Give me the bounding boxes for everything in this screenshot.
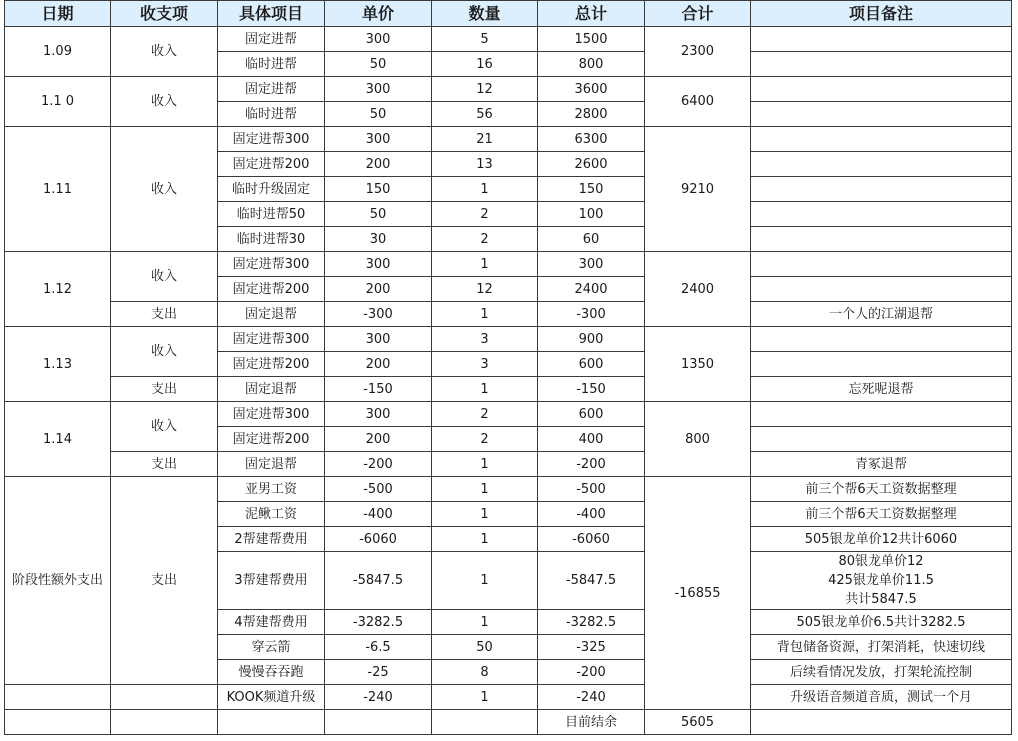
total-cell[interactable]: -325 bbox=[538, 635, 645, 660]
sum-cell[interactable]: 1350 bbox=[645, 327, 751, 402]
note-cell[interactable]: 一个人的江湖退帮 bbox=[751, 302, 1012, 327]
header-sum[interactable]: 合计 bbox=[645, 1, 751, 27]
header-note[interactable]: 项目备注 bbox=[751, 1, 1012, 27]
table-row bbox=[5, 685, 1012, 710]
item-cell[interactable]: 固定进帮200 bbox=[218, 277, 325, 302]
qty-cell[interactable]: 12 bbox=[432, 277, 538, 302]
total-cell[interactable]: -3282.5 bbox=[538, 610, 645, 635]
note-cell[interactable] bbox=[751, 27, 1012, 52]
note-cell[interactable]: 前三个帮6天工资数据整理 bbox=[751, 502, 1012, 527]
item-cell[interactable]: 固定进帮300 bbox=[218, 402, 325, 427]
sum-cell[interactable]: 2400 bbox=[645, 252, 751, 327]
qty-cell[interactable]: 1 bbox=[432, 685, 538, 710]
note-cell[interactable] bbox=[751, 427, 1012, 452]
item-cell[interactable]: 临时进帮30 bbox=[218, 227, 325, 252]
sum-cell[interactable]: -16855 bbox=[645, 477, 751, 710]
price-cell[interactable]: 300 bbox=[325, 327, 432, 352]
qty-cell[interactable]: 2 bbox=[432, 402, 538, 427]
qty-cell[interactable]: 13 bbox=[432, 152, 538, 177]
qty-cell[interactable]: 2 bbox=[432, 227, 538, 252]
item-cell[interactable]: 固定进帮 bbox=[218, 27, 325, 52]
total-cell[interactable]: 300 bbox=[538, 252, 645, 277]
note-cell[interactable] bbox=[751, 102, 1012, 127]
ledger-table bbox=[4, 0, 1012, 735]
date-cell[interactable]: 阶段性额外支出 bbox=[5, 477, 111, 685]
header-item[interactable]: 具体项目 bbox=[218, 1, 325, 27]
price-cell[interactable]: -6.5 bbox=[325, 635, 432, 660]
item-cell[interactable]: 固定退帮 bbox=[218, 452, 325, 477]
type-cell[interactable]: 支出 bbox=[111, 377, 218, 402]
item-cell[interactable] bbox=[218, 710, 325, 735]
note-cell[interactable] bbox=[751, 177, 1012, 202]
date-cell[interactable]: 1.13 bbox=[5, 327, 111, 402]
total-cell[interactable]: -300 bbox=[538, 302, 645, 327]
item-cell[interactable]: 临时进帮50 bbox=[218, 202, 325, 227]
note-cell[interactable]: 后续看情况发放，打架轮流控制 bbox=[751, 660, 1012, 685]
header-row bbox=[5, 1, 1012, 27]
note-cell[interactable] bbox=[751, 710, 1012, 735]
price-cell[interactable]: 50 bbox=[325, 202, 432, 227]
item-cell[interactable]: 固定进帮200 bbox=[218, 427, 325, 452]
table-row bbox=[5, 477, 1012, 502]
price-cell[interactable]: -150 bbox=[325, 377, 432, 402]
item-cell[interactable]: 固定退帮 bbox=[218, 302, 325, 327]
item-cell[interactable]: 穿云箭 bbox=[218, 635, 325, 660]
item-cell[interactable]: 4帮建帮费用 bbox=[218, 610, 325, 635]
total-cell[interactable]: -150 bbox=[538, 377, 645, 402]
note-line: 共计5847.5 bbox=[845, 592, 917, 607]
header-type[interactable]: 收支项 bbox=[111, 1, 218, 27]
date-cell[interactable]: 1.12 bbox=[5, 252, 111, 327]
total-cell[interactable]: 900 bbox=[538, 327, 645, 352]
qty-cell[interactable]: 2 bbox=[432, 202, 538, 227]
price-cell[interactable]: 300 bbox=[325, 77, 432, 102]
total-cell[interactable]: 600 bbox=[538, 352, 645, 377]
header-date[interactable]: 日期 bbox=[5, 1, 111, 27]
date-cell[interactable] bbox=[5, 710, 111, 735]
price-cell[interactable]: -400 bbox=[325, 502, 432, 527]
total-cell[interactable]: -5847.5 bbox=[538, 552, 645, 610]
type-cell[interactable]: 支出 bbox=[111, 477, 218, 685]
price-cell[interactable]: 200 bbox=[325, 352, 432, 377]
qty-cell[interactable]: 12 bbox=[432, 77, 538, 102]
qty-cell[interactable]: 5 bbox=[432, 27, 538, 52]
qty-cell[interactable]: 3 bbox=[432, 327, 538, 352]
total-cell[interactable]: -200 bbox=[538, 452, 645, 477]
total-cell[interactable]: -6060 bbox=[538, 527, 645, 552]
qty-cell[interactable]: 2 bbox=[432, 427, 538, 452]
total-cell[interactable]: 2400 bbox=[538, 277, 645, 302]
qty-cell[interactable]: 50 bbox=[432, 635, 538, 660]
balance-label[interactable]: 目前结余 bbox=[538, 710, 645, 735]
item-cell[interactable]: 固定退帮 bbox=[218, 377, 325, 402]
type-cell[interactable]: 收入 bbox=[111, 27, 218, 77]
note-cell[interactable] bbox=[751, 327, 1012, 352]
qty-cell[interactable]: 1 bbox=[432, 252, 538, 277]
type-cell[interactable] bbox=[111, 710, 218, 735]
price-cell[interactable]: -25 bbox=[325, 660, 432, 685]
price-cell[interactable]: -300 bbox=[325, 302, 432, 327]
qty-cell[interactable]: 1 bbox=[432, 477, 538, 502]
total-cell[interactable]: -500 bbox=[538, 477, 645, 502]
table-row bbox=[5, 127, 1012, 152]
note-cell[interactable] bbox=[751, 202, 1012, 227]
price-cell[interactable]: 200 bbox=[325, 277, 432, 302]
table-row bbox=[5, 327, 1012, 352]
qty-cell[interactable]: 8 bbox=[432, 660, 538, 685]
sum-cell[interactable]: 2300 bbox=[645, 27, 751, 77]
balance-row bbox=[5, 710, 1012, 735]
item-cell[interactable]: 2帮建帮费用 bbox=[218, 527, 325, 552]
note-cell[interactable]: 505银龙单价6.5共计3282.5 bbox=[751, 610, 1012, 635]
total-cell[interactable]: 3600 bbox=[538, 77, 645, 102]
sum-cell[interactable]: 800 bbox=[645, 402, 751, 477]
item-cell[interactable]: 固定进帮300 bbox=[218, 252, 325, 277]
type-cell[interactable]: 收入 bbox=[111, 127, 218, 252]
price-cell[interactable]: 30 bbox=[325, 227, 432, 252]
price-cell[interactable]: -3282.5 bbox=[325, 610, 432, 635]
note-cell[interactable] bbox=[751, 52, 1012, 77]
table-row bbox=[5, 302, 1012, 327]
qty-cell[interactable]: 1 bbox=[432, 302, 538, 327]
date-cell[interactable]: 1.09 bbox=[5, 27, 111, 77]
type-cell[interactable]: 收入 bbox=[111, 327, 218, 377]
item-cell[interactable]: 固定进帮200 bbox=[218, 352, 325, 377]
table-row bbox=[5, 377, 1012, 402]
table-row bbox=[5, 252, 1012, 277]
qty-cell[interactable]: 1 bbox=[432, 502, 538, 527]
price-cell[interactable]: 300 bbox=[325, 127, 432, 152]
date-cell[interactable]: 1.1 0 bbox=[5, 77, 111, 127]
item-cell[interactable]: 亚男工资 bbox=[218, 477, 325, 502]
item-cell[interactable]: KOOK频道升级 bbox=[218, 685, 325, 710]
date-cell[interactable]: 1.14 bbox=[5, 402, 111, 477]
qty-cell[interactable] bbox=[432, 710, 538, 735]
type-cell[interactable]: 收入 bbox=[111, 252, 218, 302]
type-cell[interactable] bbox=[111, 685, 218, 710]
total-cell[interactable]: 2600 bbox=[538, 152, 645, 177]
date-cell[interactable] bbox=[5, 685, 111, 710]
price-cell[interactable]: 300 bbox=[325, 27, 432, 52]
item-cell[interactable]: 固定进帮300 bbox=[218, 127, 325, 152]
note-cell[interactable]: 背包储备资源，打架消耗，快速切线 bbox=[751, 635, 1012, 660]
item-cell[interactable]: 临时升级固定 bbox=[218, 177, 325, 202]
price-cell[interactable]: -500 bbox=[325, 477, 432, 502]
note-cell[interactable]: 505银龙单价12共计6060 bbox=[751, 527, 1012, 552]
total-cell[interactable]: 2800 bbox=[538, 102, 645, 127]
total-cell[interactable]: -240 bbox=[538, 685, 645, 710]
qty-cell[interactable]: 1 bbox=[432, 552, 538, 610]
item-cell[interactable]: 临时进帮 bbox=[218, 52, 325, 77]
total-cell[interactable]: 400 bbox=[538, 427, 645, 452]
qty-cell[interactable]: 1 bbox=[432, 610, 538, 635]
balance-value[interactable]: 5605 bbox=[645, 710, 751, 735]
header-price[interactable]: 单价 bbox=[325, 1, 432, 27]
price-cell[interactable]: -240 bbox=[325, 685, 432, 710]
total-cell[interactable]: 100 bbox=[538, 202, 645, 227]
item-cell[interactable]: 固定进帮 bbox=[218, 77, 325, 102]
total-cell[interactable]: 150 bbox=[538, 177, 645, 202]
note-cell[interactable]: 前三个帮6天工资数据整理 bbox=[751, 477, 1012, 502]
note-cell[interactable]: 忘死呢退帮 bbox=[751, 377, 1012, 402]
note-cell[interactable] bbox=[751, 227, 1012, 252]
price-cell[interactable]: 200 bbox=[325, 152, 432, 177]
price-cell[interactable]: 300 bbox=[325, 252, 432, 277]
price-cell[interactable]: 50 bbox=[325, 102, 432, 127]
sum-cell[interactable]: 9210 bbox=[645, 127, 751, 252]
table-row bbox=[5, 452, 1012, 477]
note-line: 80银龙单价12 bbox=[838, 554, 924, 569]
qty-cell[interactable]: 56 bbox=[432, 102, 538, 127]
price-cell[interactable] bbox=[325, 710, 432, 735]
note-cell[interactable] bbox=[751, 352, 1012, 377]
note-cell[interactable] bbox=[751, 552, 1012, 610]
total-cell[interactable]: -400 bbox=[538, 502, 645, 527]
type-cell[interactable]: 收入 bbox=[111, 402, 218, 452]
note-cell[interactable] bbox=[751, 402, 1012, 427]
price-cell[interactable]: -6060 bbox=[325, 527, 432, 552]
note-cell[interactable] bbox=[751, 152, 1012, 177]
note-cell[interactable] bbox=[751, 127, 1012, 152]
item-cell[interactable]: 慢慢吞吞跑 bbox=[218, 660, 325, 685]
total-cell[interactable]: -200 bbox=[538, 660, 645, 685]
total-cell[interactable]: 1500 bbox=[538, 27, 645, 52]
price-cell[interactable]: -200 bbox=[325, 452, 432, 477]
table-row bbox=[5, 402, 1012, 427]
price-cell[interactable]: 150 bbox=[325, 177, 432, 202]
qty-cell[interactable]: 16 bbox=[432, 52, 538, 77]
table-row bbox=[5, 27, 1012, 52]
note-cell[interactable] bbox=[751, 277, 1012, 302]
note-cell[interactable]: 青冢退帮 bbox=[751, 452, 1012, 477]
type-cell[interactable]: 收入 bbox=[111, 77, 218, 127]
note-line: 425银龙单价11.5 bbox=[828, 573, 934, 588]
type-cell[interactable]: 支出 bbox=[111, 302, 218, 327]
qty-cell[interactable]: 3 bbox=[432, 352, 538, 377]
note-cell[interactable] bbox=[751, 77, 1012, 102]
item-cell[interactable]: 临时进帮 bbox=[218, 102, 325, 127]
total-cell[interactable]: 800 bbox=[538, 52, 645, 77]
note-cell[interactable] bbox=[751, 252, 1012, 277]
total-cell[interactable]: 600 bbox=[538, 402, 645, 427]
note-cell[interactable]: 升级语音频道音质，测试一个月 bbox=[751, 685, 1012, 710]
price-cell[interactable]: 200 bbox=[325, 427, 432, 452]
sum-cell[interactable]: 6400 bbox=[645, 77, 751, 127]
total-cell[interactable]: 6300 bbox=[538, 127, 645, 152]
header-qty[interactable]: 数量 bbox=[432, 1, 538, 27]
price-cell[interactable]: 50 bbox=[325, 52, 432, 77]
price-cell[interactable]: -5847.5 bbox=[325, 552, 432, 610]
table-row bbox=[5, 77, 1012, 102]
qty-cell[interactable]: 21 bbox=[432, 127, 538, 152]
qty-cell[interactable]: 1 bbox=[432, 452, 538, 477]
type-cell[interactable]: 支出 bbox=[111, 452, 218, 477]
qty-cell[interactable]: 1 bbox=[432, 177, 538, 202]
item-cell[interactable]: 固定进帮200 bbox=[218, 152, 325, 177]
item-cell[interactable]: 泥鳅工资 bbox=[218, 502, 325, 527]
qty-cell[interactable]: 1 bbox=[432, 377, 538, 402]
total-cell[interactable]: 60 bbox=[538, 227, 645, 252]
qty-cell[interactable]: 1 bbox=[432, 527, 538, 552]
item-cell[interactable]: 3帮建帮费用 bbox=[218, 552, 325, 610]
date-cell[interactable]: 1.11 bbox=[5, 127, 111, 252]
header-total[interactable]: 总计 bbox=[538, 1, 645, 27]
item-cell[interactable]: 固定进帮300 bbox=[218, 327, 325, 352]
price-cell[interactable]: 300 bbox=[325, 402, 432, 427]
